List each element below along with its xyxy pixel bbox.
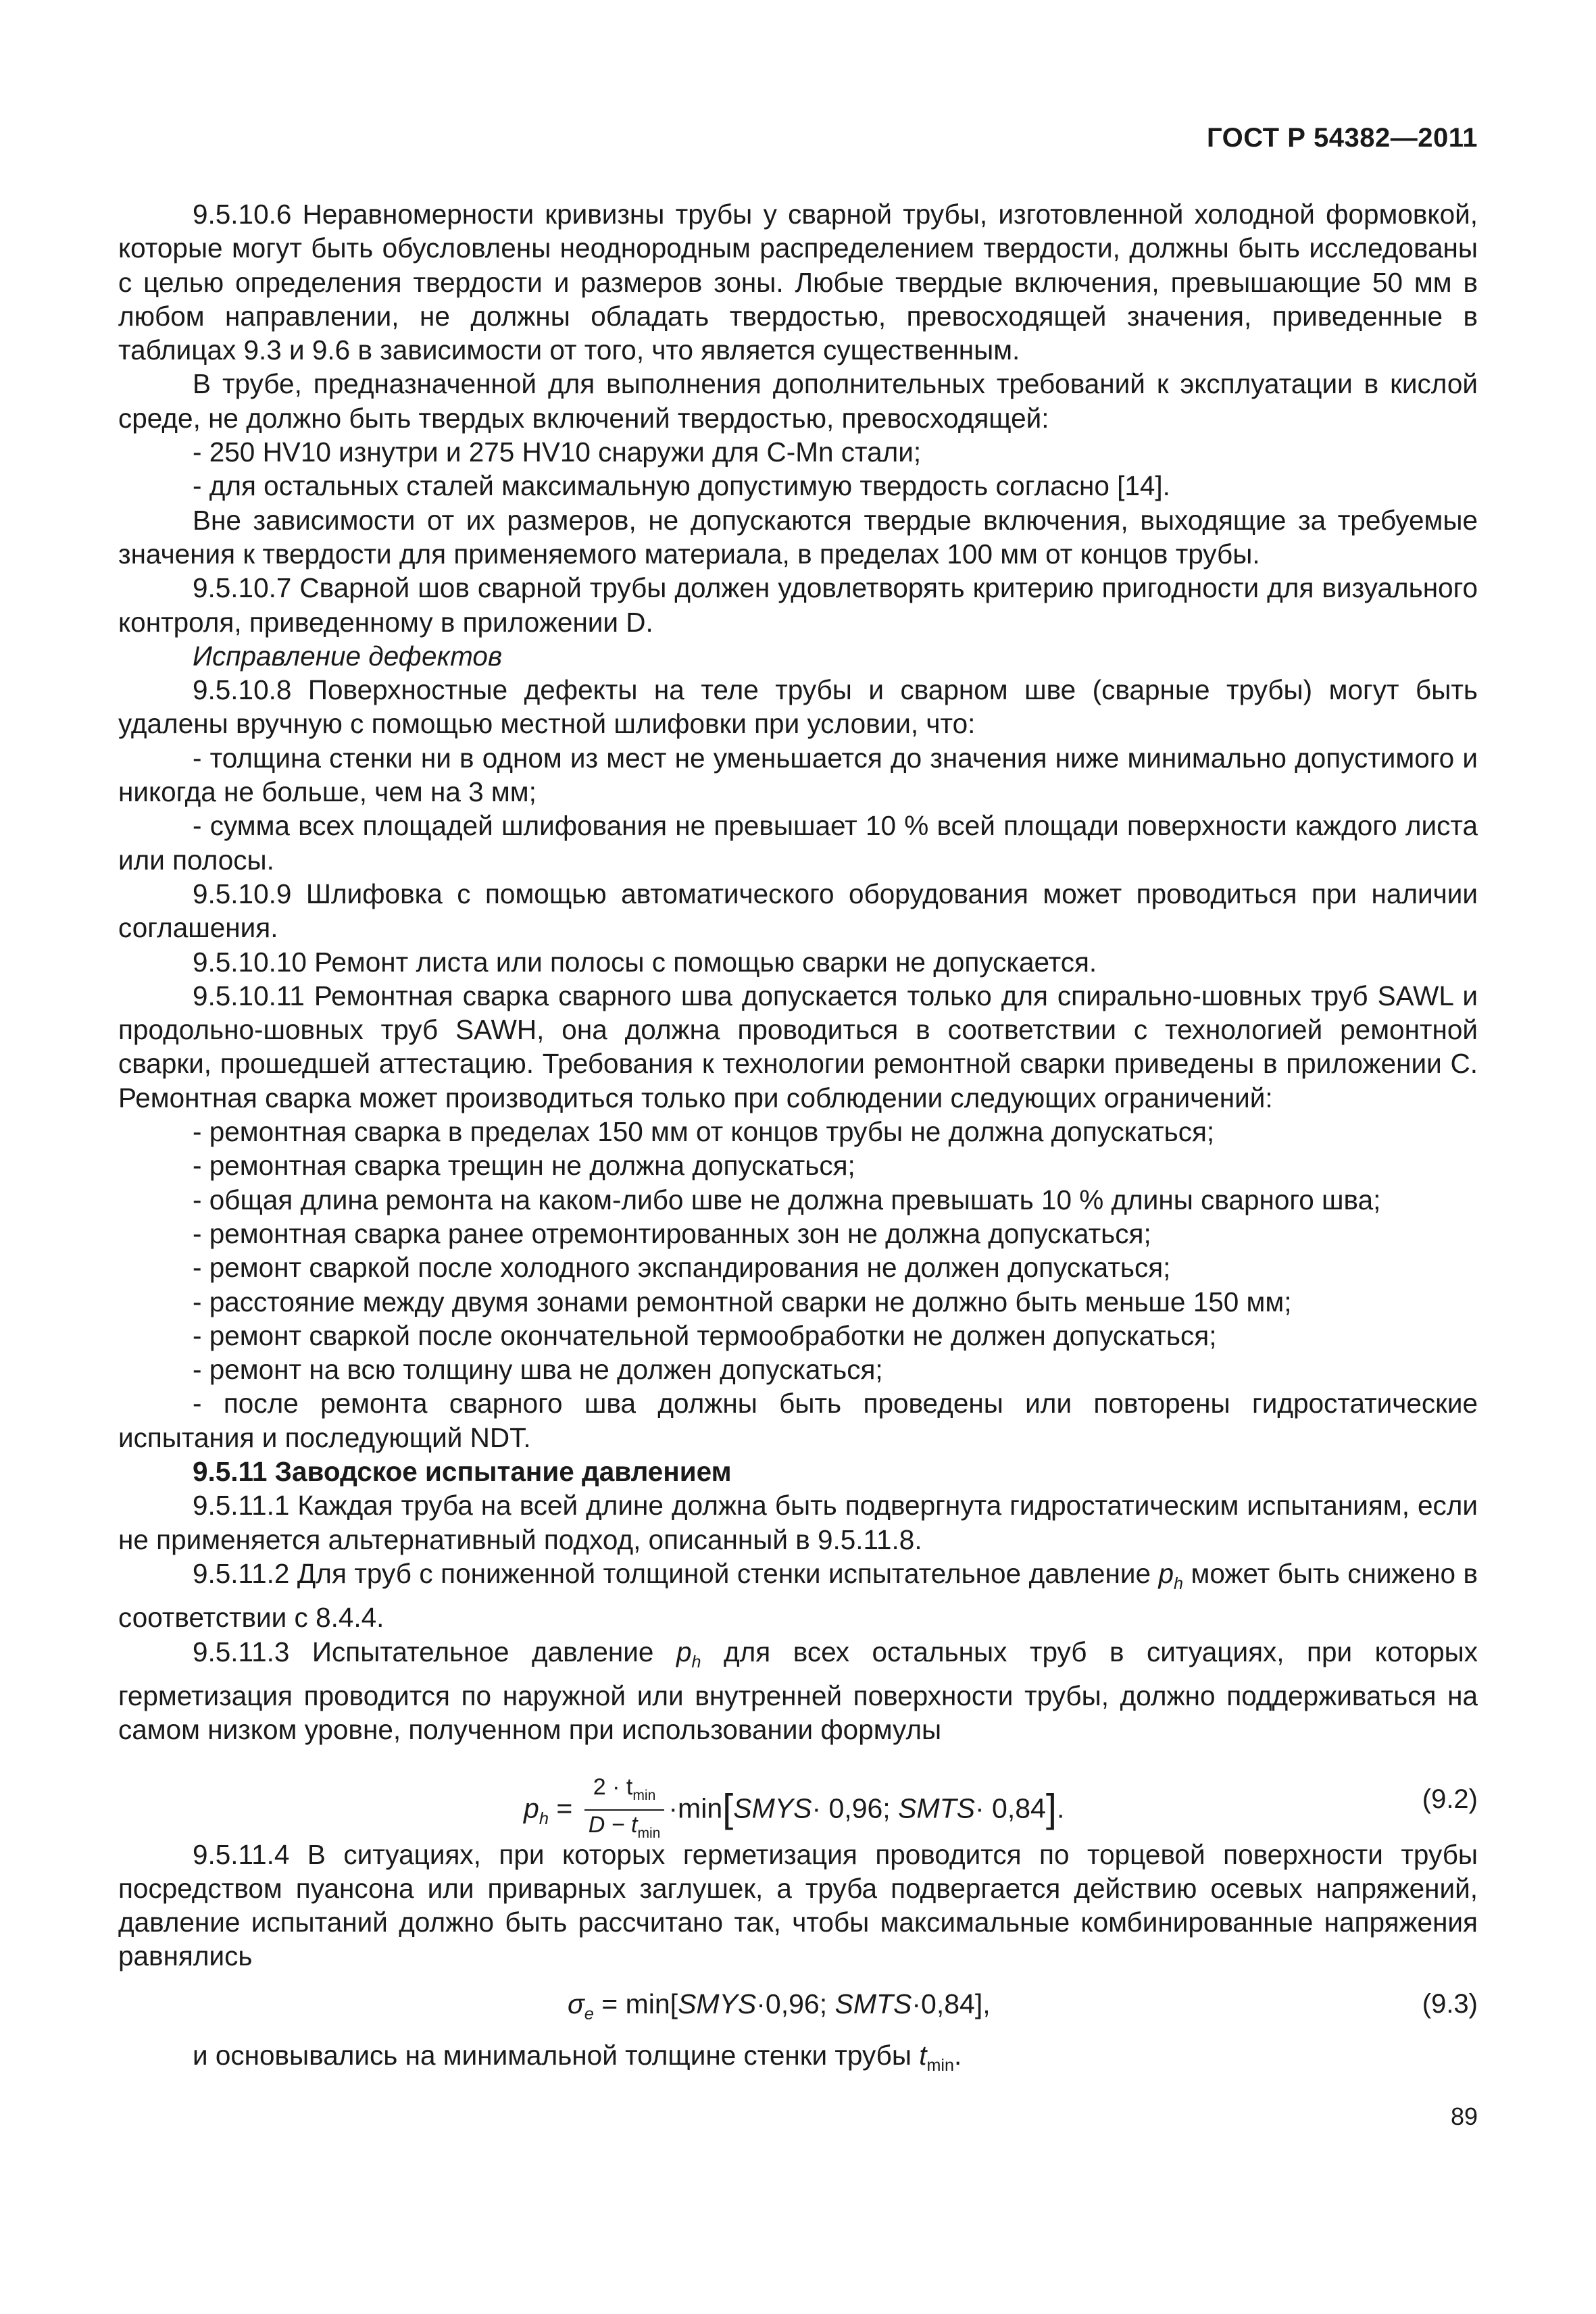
formula-9-2-number: (9.2) xyxy=(1422,1784,1478,1814)
section-heading-9-5-11: 9.5.11 Заводское испытание давлением xyxy=(193,1455,732,1487)
formula-9-2 xyxy=(118,1753,1478,1842)
paragraph-9-5-10-8: 9.5.10.8 Поверхностные дефекты на теле трубы и сварном шве (сварные трубы) могут быть удалены вручную с помощью местной шлифовки при условии, что: xyxy=(118,674,1478,740)
paragraph: В трубе, предназначенной для выполнения дополнительных требований к эксплуатации в кислой среде, не должно быть твердых включений твердостью, превосходящей: xyxy=(118,368,1478,434)
paragraph-9-5-10-10: 9.5.10.10 Ремонт листа или полосы с помощью сварки не допускается. xyxy=(193,946,1097,978)
list-item: - ремонтная сварка в пределах 150 мм от концов трубы не должна допускаться; xyxy=(193,1116,1215,1148)
list-item: - ремонтная сварка трещин не должна допускаться; xyxy=(193,1150,855,1182)
standard-header: ГОСТ Р 54382—2011 xyxy=(1207,123,1478,153)
list-item: - сумма всех площадей шлифования не превышает 10 % всей площади поверхности каждого листа или полосы. xyxy=(118,810,1478,876)
list-item: - расстояние между двумя зонами ремонтной сварки не должно быть меньше 150 мм; xyxy=(193,1286,1292,1317)
paragraph-final: и основывались на минимальной толщине стенки трубы $t_{min}$. xyxy=(193,2039,962,2075)
list-item: - ремонт сваркой после холодного экспандирования не должен допускаться; xyxy=(193,1252,1171,1284)
paragraph-9-5-11-1: 9.5.11.1 Каждая труба на всей длине должна быть подвергнута гидростатическим испытаниям, если не применяется альтернативный подход, описанный в 9.5.11.8. xyxy=(118,1490,1478,1555)
list-item: - толщина стенки ни в одном из мест не уменьшается до значения ниже минимально допустимого и никогда не больше, чем на 3 мм; xyxy=(118,742,1478,808)
formula-9-3-expression: $\sigma_e$ = min[SMYS·0,96; SMTS·0,84], xyxy=(568,1988,991,2023)
paragraph-9-5-11-4: 9.5.11.4 В ситуациях, при которых герметизация проводится по торцевой поверхности трубы посредством пуансона или приварных заглушек, а труба подвергается действию осевых напряжений, давление испытаний должно быть рассчитано так, чтобы максимальные комбинированные напряжения равнялись xyxy=(118,1838,1478,1972)
formula-9-3 xyxy=(118,1978,1478,2032)
body-text xyxy=(118,197,1478,2082)
list-item: - общая длина ремонта на каком-либо шве не должна превышать 10 % длины сварного шва; xyxy=(193,1184,1381,1215)
fraction: $\frac{2 \cdot t_{min}}{D - t_{min}}$ xyxy=(584,1773,665,1848)
paragraph-9-5-11-3: 9.5.11.3 Испытательное давление $p_h$ для всех остальных труб в ситуациях, при которых герметизация проводится по наружной или внутренней поверхности трубы, должно поддерживаться на самом низком уровне, полученном при использовании формулы xyxy=(118,1636,1478,1746)
paragraph-9-5-10-11: 9.5.10.11 Ремонтная сварка сварного шва допускается только для спирально-шовных труб SAWL и продольно-шовных труб SAWH, она должна проводиться в соответствии с технологией ремонтной сварки, прошедшей аттестацию. Требования к технологии ремонтной сварки приведены в приложении С. Ремонтная сварка может производиться только при соблюдении следующих ограничений: xyxy=(118,980,1478,1113)
list-item: - ремонт сваркой после окончательной термообработки не должен допускаться; xyxy=(193,1319,1217,1351)
list-item: - для остальных сталей максимальную допустимую твердость согласно [14]. xyxy=(193,470,1170,502)
paragraph-9-5-10-6: 9.5.10.6 Неравномерности кривизны трубы у сварной трубы, изготовленной холодной формовкой, которые могут быть обусловлены неоднородным распределением твердости, должны быть исследованы с целью определения твердости и размеров зоны. Любые твердые включения, превышающие 50 мм в любом направлении, не должны обладать твердостью, превосходящей значения, приведенные в таблицах 9.3 и 9.6 в зависимости от того, что является существенным. xyxy=(118,199,1478,366)
list-item: - ремонтная сварка ранее отремонтированных зон не должна допускаться; xyxy=(193,1217,1151,1249)
list-item: - после ремонта сварного шва должны быть проведены или повторены гидростатические испытания и последующий NDT. xyxy=(118,1388,1478,1453)
paragraph: Вне зависимости от их размеров, не допускаются твердые включения, выходящие за требуемые значения к твердости для применяемого материала, в пределах 100 мм от концов трубы. xyxy=(118,504,1478,570)
paragraph-9-5-10-7: 9.5.10.7 Сварной шов сварной трубы должен удовлетворять критерию пригодности для визуального контроля, приведенному в приложении D. xyxy=(118,572,1478,638)
formula-9-2-expression: $p_h$ = $\frac{2 \cdot t_{min}}{D - t_{min}}$ ·min[SMYS· 0,96; SMTS· 0,84]. xyxy=(524,1773,1064,1848)
paragraph-9-5-11-2: 9.5.11.2 Для труб с пониженной толщиной стенки испытательное давление $p_h$ может быть снижено в соответствии с 8.4.4. xyxy=(118,1557,1478,1634)
list-item: - 250 HV10 изнутри и 275 HV10 снаружи для C-Mn стали; xyxy=(193,436,922,468)
page-number: 89 xyxy=(1450,2103,1478,2130)
subheading-defect-correction: Исправление дефектов xyxy=(193,640,503,672)
left-bracket: [ xyxy=(722,1786,734,1831)
formula-9-3-number: (9.3) xyxy=(1422,1988,1478,2019)
paragraph-9-5-10-9: 9.5.10.9 Шлифовка с помощью автоматического оборудования может проводиться при наличии соглашения. xyxy=(118,878,1478,944)
right-bracket: ] xyxy=(1045,1786,1057,1831)
list-item: - ремонт на всю толщину шва не должен допускаться; xyxy=(193,1354,883,1386)
